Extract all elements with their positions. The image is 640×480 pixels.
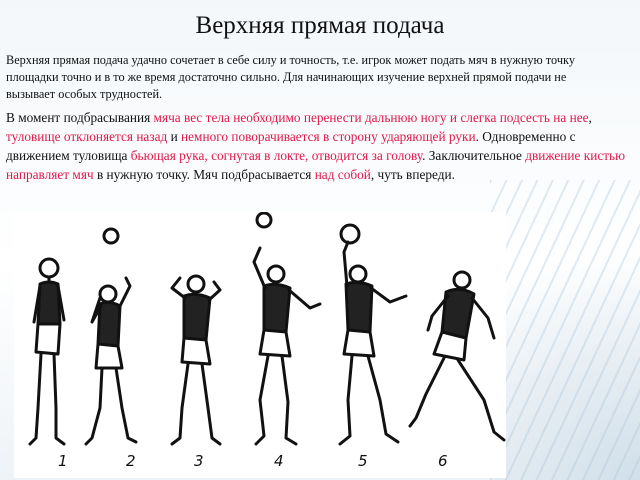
player-figure-6 <box>410 272 504 440</box>
figure-label-6: 6 <box>438 452 448 470</box>
player-figure-1 <box>30 259 64 444</box>
figure-label-4: 4 <box>274 452 284 470</box>
desc-text: В момент подбрасывания <box>6 110 154 125</box>
player-figure-4 <box>254 213 320 444</box>
figure-label-2: 2 <box>126 452 136 470</box>
desc-highlight: бьющая рука, согнутая в локте, отводится за голову <box>130 148 423 163</box>
desc-highlight: немного поворачивается в сторону ударяющей руки <box>181 129 476 144</box>
desc-text: и <box>167 129 182 144</box>
figure-label-1: 1 <box>58 452 68 470</box>
serve-sequence-drawing <box>14 212 506 478</box>
desc-highlight: движение кистью направляет мяч <box>6 148 626 182</box>
desc-text: . Заключительное <box>422 148 526 163</box>
background-decoration <box>490 180 640 480</box>
player-figure-3 <box>172 276 220 444</box>
desc-text: , <box>588 110 592 125</box>
player-figure-5 <box>340 225 406 444</box>
desc-highlight: туловище отклоняется назад <box>6 129 168 144</box>
desc-highlight: мяча вес тела необходимо перенести дальнюю ногу и слегка подсесть на нее <box>153 110 589 125</box>
desc-text: . Одновременно с движением туловища <box>6 129 576 163</box>
player-figure-2 <box>86 229 136 444</box>
figure-label-5: 5 <box>358 452 368 470</box>
desc-text: в нужную точку. Мяч подбрасывается <box>93 167 315 182</box>
description-paragraph <box>6 108 626 184</box>
desc-highlight: над собой <box>314 167 371 182</box>
slide-title: Верхняя прямая подача <box>195 12 445 39</box>
figure-label-3: 3 <box>194 452 204 470</box>
intro-paragraph: Верхняя прямая подача удачно сочетает в себе силу и точность, т.е. игрок может подать мяч в нужную точку площадки точно и в то же время достаточно сильно. Для начинающих изучение верхней прямой подачи не вызывает особых трудностей. <box>6 53 575 101</box>
desc-text: , чуть впереди. <box>370 167 455 182</box>
serve-sequence-illustration <box>14 212 506 478</box>
